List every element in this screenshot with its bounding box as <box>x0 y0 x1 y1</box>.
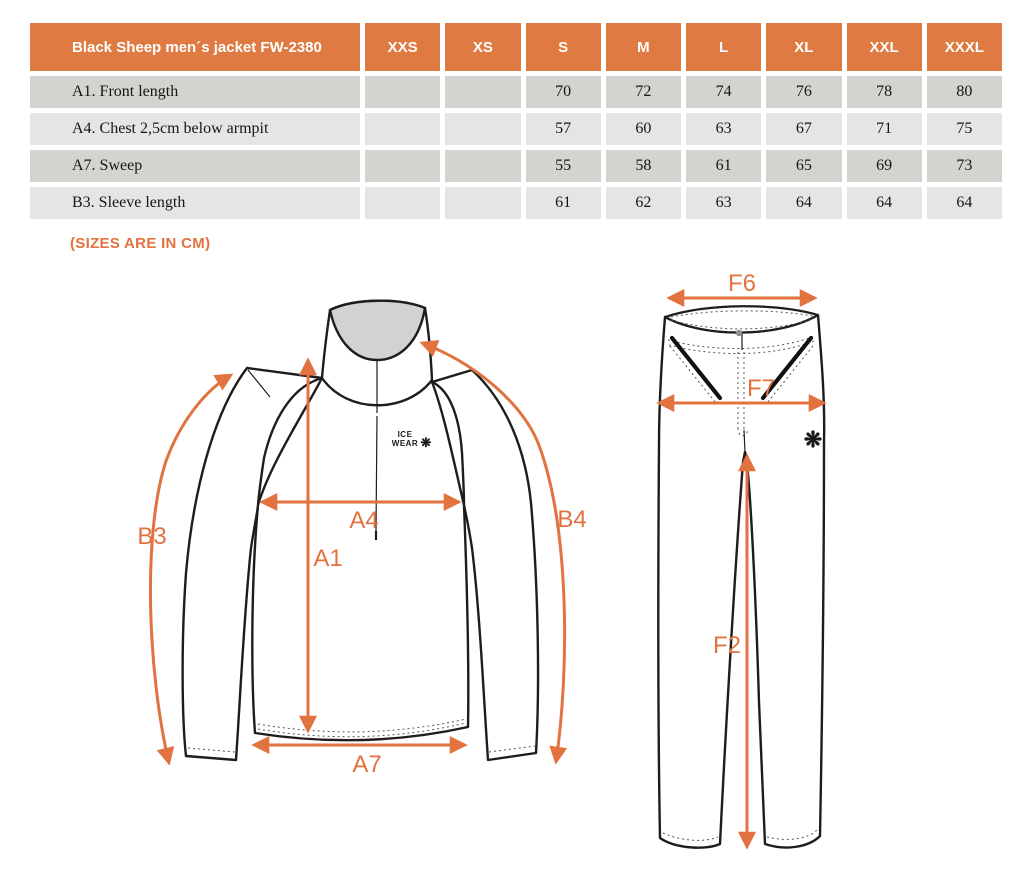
col-header-xxxl: XXXL <box>927 23 1002 71</box>
size-cell <box>445 150 520 182</box>
size-cell: 76 <box>766 76 841 108</box>
row-label-a1: A1. Front length <box>30 76 360 108</box>
icewear-logo-line2: WEAR <box>391 439 419 448</box>
icewear-logo-line1: ICE <box>397 430 413 439</box>
col-header-s: S <box>526 23 601 71</box>
size-cell: 74 <box>686 76 761 108</box>
size-cell: 80 <box>927 76 1002 108</box>
snowflake-icon: ❋ <box>420 435 432 450</box>
label-f6: F6 <box>727 272 757 297</box>
size-cell <box>445 187 520 219</box>
col-header-xxl: XXL <box>847 23 922 71</box>
size-cell: 72 <box>606 76 681 108</box>
size-cell: 62 <box>606 187 681 219</box>
label-a1: A1 <box>313 545 343 572</box>
label-a4: A4 <box>349 507 379 534</box>
size-table <box>30 23 1002 219</box>
waist-button <box>736 330 742 336</box>
size-cell: 64 <box>927 187 1002 219</box>
size-cell: 67 <box>766 113 841 145</box>
size-cell: 75 <box>927 113 1002 145</box>
size-cell: 61 <box>686 150 761 182</box>
label-b4: B4 <box>557 506 587 533</box>
size-cell: 78 <box>847 76 922 108</box>
pants-drawing <box>628 272 868 872</box>
jacket-body <box>252 378 468 740</box>
size-cell: 61 <box>526 187 601 219</box>
size-cell: 69 <box>847 150 922 182</box>
size-cell <box>445 113 520 145</box>
col-header-xxs: XXS <box>365 23 440 71</box>
row-label-a4: A4. Chest 2,5cm below armpit <box>30 113 360 145</box>
size-cell: 57 <box>526 113 601 145</box>
size-cell <box>445 76 520 108</box>
label-b3: B3 <box>137 523 167 550</box>
col-header-m: M <box>606 23 681 71</box>
label-a7: A7 <box>352 751 382 778</box>
sizes-in-cm-note: (SIZES ARE IN CM) <box>70 235 211 252</box>
size-cell: 63 <box>686 187 761 219</box>
size-cell: 60 <box>606 113 681 145</box>
label-f7: F7 <box>746 375 776 402</box>
table-title: Black Sheep men´s jacket FW-2380 <box>30 23 360 71</box>
size-cell: 64 <box>766 187 841 219</box>
col-header-xl: XL <box>766 23 841 71</box>
col-header-xs: XS <box>445 23 520 71</box>
size-cell: 73 <box>927 150 1002 182</box>
jacket-drawing <box>88 283 603 818</box>
size-cell <box>365 187 440 219</box>
size-cell <box>365 150 440 182</box>
snowflake-icon: ❋ <box>803 427 823 452</box>
row-label-b3: B3. Sleeve length <box>30 187 360 219</box>
label-f2: F2 <box>712 632 741 659</box>
size-cell: 64 <box>847 187 922 219</box>
size-cell <box>365 113 440 145</box>
size-cell: 70 <box>526 76 601 108</box>
size-cell: 65 <box>766 150 841 182</box>
size-cell <box>365 76 440 108</box>
size-cell: 71 <box>847 113 922 145</box>
pants-body <box>658 315 824 848</box>
size-cell: 55 <box>526 150 601 182</box>
row-label-a7: A7. Sweep <box>30 150 360 182</box>
size-cell: 63 <box>686 113 761 145</box>
col-header-l: L <box>686 23 761 71</box>
size-cell: 58 <box>606 150 681 182</box>
